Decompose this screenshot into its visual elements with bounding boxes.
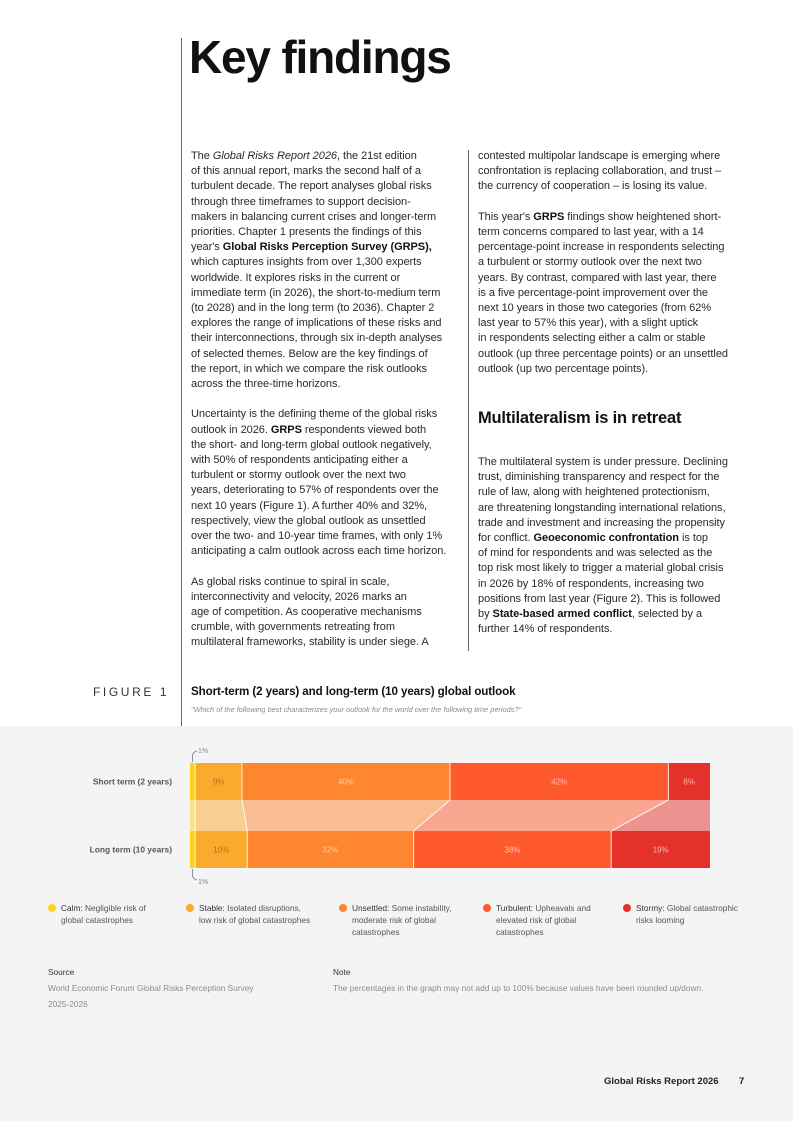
page-title: Key findings [189,31,451,83]
text-line [191,514,463,529]
text-line [191,240,463,255]
paragraph [478,210,760,377]
text-segment: priorities. Chapter 1 presents the findings of this [191,226,422,239]
connector-band-stable [195,800,247,831]
text-segment: findings show heightened short- [564,210,722,223]
source-text-line: World Economic Forum Global Risks Perception Survey [48,983,254,993]
text-line [478,592,760,607]
text-line [191,468,463,483]
text-segment: with 50% of respondents anticipating either a [191,454,408,467]
text-segment: outlook (up three percentage points) or an unsettled [478,347,728,360]
text-segment: immediate term (in 2026), the short-to-medium term [191,286,441,299]
text-segment: anticipating a calm outlook across each time horizon. [191,545,447,558]
text-segment: years. By contrast, compared with last year, there [478,271,717,284]
text-segment: (to 2028) and in the long term (to 2036). Chapter 2 [191,302,435,315]
text-line [191,149,463,164]
text-line [478,164,760,179]
legend-item-calm [48,902,146,926]
legend-description: catastrophes [352,927,400,937]
text-line [478,622,760,637]
legend-description: Negligible risk of [84,903,146,913]
left-vertical-rule [181,38,182,726]
legend-dot-icon [186,904,194,912]
column-divider [468,150,469,651]
text-segment: , selected by a [631,608,703,621]
segment-value-label: 32% [322,845,339,855]
callout-bracket [193,869,198,880]
text-line [478,531,760,546]
legend-description: Global catastrophic [666,903,738,913]
text-line [191,529,463,544]
italic-text: Global Risks Report 2026 [212,150,337,162]
callout-label: 1% [198,879,209,886]
text-segment: Uncertainty is the defining theme of the global risks [191,408,438,421]
segment-value-label: 40% [337,777,355,787]
legend-description: Upheavals and [535,903,591,913]
text-segment: which captures insights from over 1,300 experts [191,256,422,269]
text-line [191,575,463,590]
text-line [478,240,760,255]
category-label: Long term (10 years) [89,844,172,855]
text-segment: across the three-time horizons. [191,378,341,391]
right-column [478,149,760,653]
text-segment: makers in balancing current crises and longer-term [191,210,437,223]
text-line [191,255,463,270]
text-line [191,301,463,316]
text-segment: age of competition. As cooperative mechanisms [191,606,422,619]
text-line [478,607,760,622]
text-segment: crumble, with governments retreating from [191,621,395,634]
legend-item-stormy [623,902,738,926]
text-line [478,255,760,270]
text-segment: rule of law, along with heightened protectionism, [478,486,710,499]
text-segment: a turbulent or stormy outlook over the next two [478,256,702,269]
segment-value-label: 42% [551,777,568,787]
legend-name: Unsettled: [352,903,390,913]
source-block [48,964,254,1012]
bold-text: State-based armed conflict [492,608,632,621]
bold-text: Geoeconomic confrontation [533,532,679,545]
text-line [478,362,760,377]
text-segment: in 2026 by 18% of respondents, increasing two [478,577,704,590]
text-segment: confrontation is replacing collaboration, and trust – [478,165,722,178]
text-line [191,316,463,331]
legend-item-turbulent [483,902,591,938]
text-segment: their interconnections, through six in-depth analyses [191,332,443,345]
text-segment: year's [191,241,223,254]
legend-description: catastrophes [496,927,544,937]
text-segment: outlook (up two percentage points). [478,362,649,375]
text-line [478,149,760,164]
legend-dot-icon [339,904,347,912]
legend-item-unsettled [339,902,451,938]
text-line [191,499,463,514]
text-segment: is a five percentage-point improvement over the [478,286,708,299]
text-segment: interconnectivity and velocity, 2026 marks an [191,590,407,603]
text-segment: in respondents selecting either a calm or stable [478,332,706,345]
figure-label: FIGURE 1 [93,685,170,699]
text-segment: through three timeframes to support decision- [191,195,411,208]
text-line [478,225,760,240]
text-line [478,331,760,346]
text-segment: the currency of cooperation – is losing its value. [478,180,708,193]
text-line [478,179,760,194]
text-segment: The [191,150,213,162]
legend-description: global catastrophes [61,915,133,925]
text-line [191,225,463,240]
text-segment: percentage-point increase in respondents selecting [478,241,725,254]
text-segment: of selected themes. Below are the key findings of [191,347,428,360]
text-line [191,605,463,620]
text-line [478,516,760,531]
text-segment: is top [678,532,708,545]
text-line [191,544,463,559]
legend-description: risks looming [636,915,685,925]
paragraph [478,149,760,195]
legend-dot-icon [48,904,56,912]
text-segment: The multilateral system is under pressure. Declining [478,456,728,469]
text-segment: next 10 years in those two categories (from 62% [478,302,712,315]
text-segment: turbulent or stormy outlook over the next two [191,469,406,482]
text-line [191,453,463,468]
text-segment: further 14% of respondents. [478,623,613,636]
text-segment: worldwide. It explores risks in the current or [191,271,401,284]
legend-dot-icon [623,904,631,912]
legend-name: Stormy: [636,903,665,913]
segment-value-label: 19% [652,845,669,855]
text-segment: the short- and long-term global outlook negatively, [191,438,432,451]
text-segment: of this annual report, marks the second half of a [191,165,421,178]
text-line [478,455,760,470]
text-segment: last year to 57% this year), with a slight uptick [478,317,699,330]
text-line [478,316,760,331]
text-segment: by [478,608,493,621]
text-segment: respectively, view the global outlook as unsettled [191,514,426,527]
paragraph [478,455,760,637]
text-line [191,423,463,438]
left-column [191,149,463,666]
bold-text: GRPS [270,423,302,436]
legend-description: Some instability, [391,903,452,913]
text-line [478,210,760,225]
legend-name: Calm: [61,903,83,913]
text-line [478,546,760,561]
text-segment: top risk most likely to trigger a material global crisis [478,562,724,575]
text-segment: outlook in 2026. [191,423,271,436]
callout-bracket [193,751,198,762]
text-segment: are threatening longstanding international relations, [478,501,726,514]
legend-description: moderate risk of global [352,915,436,925]
text-segment: term concerns compared to last year, with a 14 [478,226,704,238]
source-text-line: 2025-2026 [48,999,88,1009]
text-segment: explores the range of implications of these risks and [191,317,442,330]
text-line [191,377,463,392]
text-line [478,561,760,576]
text-line [191,635,463,650]
text-line [478,286,760,301]
bar-segment-calm [190,831,195,868]
text-line [191,179,463,194]
legend-item-stable [186,902,310,926]
segment-value-label: 10% [213,845,230,855]
note-text: The percentages in the graph may not add up to 100% because values have been rounded up/down. [333,983,704,993]
connector-band-calm [190,800,195,831]
text-segment: over the two- and 10-year time frames, with only 1% [191,530,443,543]
text-line [191,286,463,301]
text-line [191,271,463,286]
text-segment: , the 21st edition [336,150,417,162]
bold-text: GRPS [533,210,565,223]
text-segment: turbulent decade. The report analyses global risks [191,180,432,193]
text-line [191,483,463,498]
text-line [191,164,463,179]
text-line [191,590,463,605]
text-line [191,438,463,453]
text-segment: for conflict. [478,532,534,545]
category-label: Short term (2 years) [92,776,172,787]
callout-label: 1% [198,748,209,755]
text-segment: trust, diminishing transparency and respect for the [478,471,720,484]
segment-value-label: 38% [504,845,521,855]
outlook-stacked-bar-chart [0,726,793,896]
text-line [478,271,760,286]
paragraph [191,407,463,559]
text-line [191,195,463,210]
text-line [478,577,760,592]
text-segment: the report, in which we compare the risk outlooks [191,362,427,375]
footer-page-number: 7 [739,1076,745,1087]
text-line [478,301,760,316]
legend-description: low risk of global catastrophes [199,915,311,925]
text-line [191,331,463,346]
legend-description: elevated risk of global [496,915,577,925]
legend-dot-icon [483,904,491,912]
text-line [478,470,760,485]
note-label: Note [333,967,351,977]
text-segment: As global risks continue to spiral in scale, [191,575,390,588]
figure-subtitle: "Which of the following best characterizes your outlook for the world over the following time periods?" [191,705,522,714]
text-segment: respondents viewed both [301,423,427,436]
segment-value-label: 8% [683,777,695,787]
footer-report-name: Global Risks Report 2026 [604,1076,719,1087]
text-line [191,620,463,635]
text-segment: years, deteriorating to 57% of respondents over the [191,484,439,497]
text-segment: contested multipolar landscape is emerging where [478,150,721,162]
section-heading: Multilateralism is in retreat [478,409,682,428]
text-segment: next 10 years (Figure 1). A further 40% and 32%, [191,499,428,512]
text-line [191,362,463,377]
text-line [191,210,463,225]
legend-description: Isolated disruptions, [227,903,301,913]
legend-name: Stable: [199,903,225,913]
text-segment: positions from last year (Figure 2). This is followed [478,592,721,605]
text-line [478,501,760,516]
segment-value-label: 9% [212,777,225,787]
text-segment: of mind for respondents and was selected as the [478,547,713,560]
paragraph [191,575,463,651]
text-line [478,347,760,362]
text-line [191,407,463,422]
figure-title: Short-term (2 years) and long-term (10 years) global outlook [191,685,516,698]
paragraph [191,149,463,392]
text-segment: multilateral frameworks, stability is under siege. A [191,636,429,649]
text-line [478,485,760,500]
text-segment: trade and investment and increasing the propensity [478,516,725,529]
note-block [333,964,703,996]
text-line [191,347,463,362]
bar-segment-calm [190,763,195,800]
source-label: Source [48,967,75,977]
legend-name: Turbulent: [496,903,534,913]
text-segment: This year's [478,210,534,223]
bold-text: Global Risks Perception Survey (GRPS), [222,241,432,254]
